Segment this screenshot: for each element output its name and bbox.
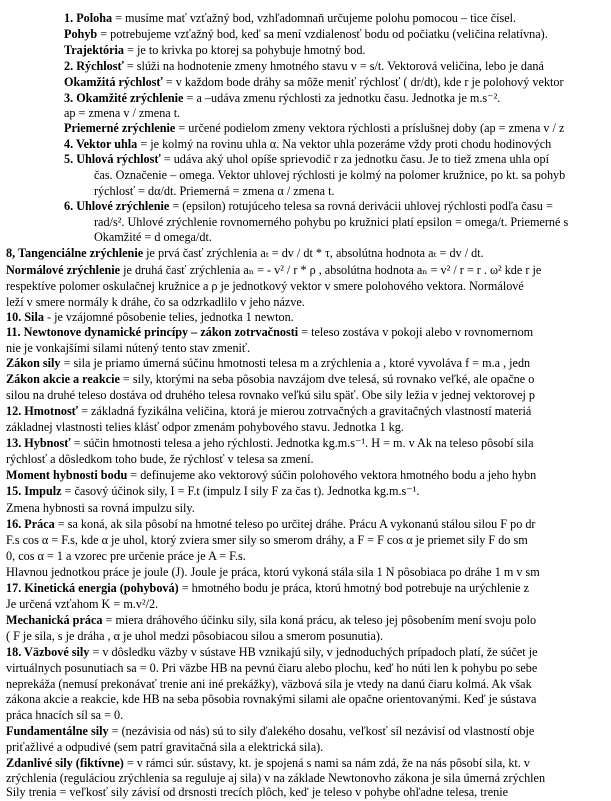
document-line <box>64 137 551 153</box>
line-lead: Mechanická práca <box>6 613 103 627</box>
line-text: = je to krivka po ktorej sa pohybuje hmotný bod. <box>124 43 366 57</box>
document-line <box>6 325 533 341</box>
document-line <box>64 199 553 215</box>
document-line <box>6 613 536 629</box>
document-line <box>6 341 250 357</box>
line-text: Okamžité = d omega/dt. <box>94 230 212 244</box>
line-text: práca hnacích síl sa = 0. <box>6 708 124 722</box>
line-lead: 16. Práca <box>6 517 55 531</box>
line-text: = je kolmý na rovinu uhla α. Na vektor uhla pozeráme vždy proti chodu hodinových <box>137 137 552 151</box>
line-text: = a –udáva zmenu rýchlosti za jednotku času. Jednotka je m.s⁻². <box>183 91 501 105</box>
line-lead: 1. Poloha <box>64 11 113 25</box>
line-lead: 13. Hybnosť <box>6 436 71 450</box>
document-line <box>6 372 534 388</box>
line-text: Hlavnou jednotkou práce je joule (J). Joule je práca, ktorú vykoná stála sila 1 N pôsobiaca po dráhe 1 m v sm <box>6 565 540 579</box>
line-text: = (nezávisia od nás) sú to sily ďalekého dosahu, veľkosť síl nezávisí od vlastností obje <box>108 724 535 738</box>
line-lead: Priemerné zrýchlenie <box>64 121 176 135</box>
line-lead: Okamžitá rýchlosť <box>64 75 163 89</box>
line-text: čas. Označenie – omega. Vektor uhlovej rýchlosti je kolmý na polomer kružnice, po kt. sa pohyb <box>94 168 566 182</box>
line-lead: 6. Uhlové zrýchlenie <box>64 199 170 213</box>
line-text: nie je vonkajšími silami nútený tento stav zmeniť. <box>6 341 251 355</box>
document-line <box>64 11 516 27</box>
line-lead: Trajektória <box>64 43 125 57</box>
document-line <box>6 785 508 801</box>
line-text: silou na druhé teleso dostáva od druhého telesa rovnako veľkú silu späť. Obe sily ležia v jednej vektorovej p <box>6 388 536 402</box>
document-line <box>6 629 383 645</box>
document-line <box>6 404 531 420</box>
line-text: leží v smere normály k dráhe, čo sa odzrkadlilo v jeho názve. <box>6 295 305 309</box>
line-text: zákona akcie a reakcie, kde HB na seba pôsobia rovnakými silami ale opačne orientovanými. Keď je sústava <box>6 692 537 706</box>
line-text: = potrebujeme vzťažný bod, keď sa mení vzdialenosť bodu od počiatku (veličina relatívna). <box>97 27 548 41</box>
document-line <box>64 91 500 107</box>
line-lead: 8, Tangenciálne zrýchlenie <box>6 246 144 260</box>
line-text: základnej vlastnosti telies klásť odpor zmenám pohybového stavu. Jednotka 1 kg. <box>6 420 404 434</box>
document-line <box>6 501 195 517</box>
line-lead: 15. Impulz <box>6 484 62 498</box>
line-text: F.s cos α = F.s, kde α je uhol, ktorý zviera smer sily so smerom dráhy, a F = F cos α je priemet sily F do sm <box>6 533 528 547</box>
line-text: = slúži na hodnotenie zmeny hmotného stavu v = s/t. Vektorová veličina, lebo je daná <box>123 59 544 73</box>
document-line <box>94 215 568 231</box>
line-text: = definujeme ako vektorový súčin polohového vektora hmotného bodu a jeho hybn <box>127 468 537 482</box>
line-text: = základná fyzikálna veličina, ktorá je mierou zotrvačných a gravitačných vlastností materiá <box>78 404 532 418</box>
line-lead: 17. Kinetická energia (pohybová) <box>6 581 179 595</box>
document-line <box>94 230 212 246</box>
document-line <box>6 661 537 677</box>
document-line <box>6 708 123 724</box>
document-line <box>6 436 533 452</box>
line-text: = (epsilon) rotujúceho telesa sa rovná derivácii uhlovej rýchlosti podľa času = <box>169 199 553 213</box>
document-line <box>6 295 305 311</box>
document-line <box>6 756 530 772</box>
line-text: rýchlosť a dôsledkom toho bude, že rýchlosť v telesa sa zmení. <box>6 452 314 466</box>
line-text: Sily trenia = veľkosť sily závisí od drsnosti trecích plôch, keď je teleso v pohybe ohľadne telesa, trenie <box>6 785 509 799</box>
line-text: neprekáža (nemusí prekonávať trenie ani iné prekážky), väzbová sila je vtedy na danú čiaru kolmá. Ak však <box>6 677 532 691</box>
document-line <box>6 692 536 708</box>
document-line <box>6 468 536 484</box>
document-line <box>6 310 294 326</box>
line-text: - je vzájomné pôsobenie telies, jednotka 1 newton. <box>43 310 294 324</box>
document-line <box>6 677 532 693</box>
document-line <box>6 724 534 740</box>
line-lead: 10. Sila <box>6 310 44 324</box>
line-text: ap = zmena v / zmena t. <box>64 106 181 120</box>
document-line <box>6 484 419 500</box>
line-lead: Moment hybnosti bodu <box>6 468 128 482</box>
line-text: rýchlosť = dα/dt. Priemerná = zmena α / zmena t. <box>94 184 335 198</box>
line-text: = časový účinok sily, I = F.t (impulz I sily F za čas t). Jednotka kg.m.s⁻¹. <box>61 484 420 498</box>
document-line <box>6 740 323 756</box>
document-line <box>6 597 158 613</box>
line-lead: Fundamentálne sily <box>6 724 109 738</box>
line-lead: 18. Väzbové sily <box>6 645 90 659</box>
line-lead: Zákon sily <box>6 356 61 370</box>
line-text: = teleso zostáva v pokoji alebo v rovnomernom <box>298 325 534 339</box>
document-line <box>6 645 538 661</box>
line-text: je prvá časť zrýchlenia aₜ = dv / dt * τ, absolútna hodnota aₜ = dv / dt. <box>143 246 484 260</box>
line-lead: 5. Uhlová rýchlosť <box>64 152 161 166</box>
line-text: 0, cos α = 1 a vzorec pre určenie práce je A = F.s. <box>6 549 246 563</box>
document-line <box>64 43 365 59</box>
line-lead: 4. Vektor uhla <box>64 137 138 151</box>
document-line <box>6 388 535 404</box>
document-line <box>6 581 529 597</box>
line-text: = sila je priamo úmerná súčinu hmotnosti telesa m a zrýchlenia a , ktoré vyvoláva f = m.a , jedn <box>60 356 531 370</box>
line-text: = súčin hmotnosti telesa a jeho rýchlosti. Jednotka kg.m.s⁻¹. H = m. v Ak na teleso pôsobí sila <box>70 436 534 450</box>
line-text: zrýchlenia (reguláciou zrýchlenia sa reguluje aj sila) v na základe Newtonovho zákona je sila úmerná zrýchlen <box>6 771 546 785</box>
document-line <box>6 356 530 372</box>
line-lead: 11. Newtonove dynamické princípy – zákon zotrvačnosti <box>6 325 299 339</box>
document-line <box>6 533 528 549</box>
document-line <box>94 184 335 200</box>
document-line <box>6 565 540 581</box>
line-lead: Zákon akcie a reakcie <box>6 372 120 386</box>
line-text: = v dôsledku väzby v sústave HB vznikajú sily, v jednoduchých prípadoch platí, že súčet je <box>89 645 538 659</box>
line-text: priťažlivé a odpudivé (sem patrí gravitačná sila a elektrická sila). <box>6 740 324 754</box>
document-line <box>64 75 564 91</box>
line-text: = sily, ktorými na seba pôsobia navzájom dve telesá, sú rovnako veľké, ale opačne o <box>119 372 535 386</box>
line-text: = hmotného bodu je práca, ktorú hmotný bod potrebuje na urýchlenie z <box>178 581 530 595</box>
document-line <box>6 263 541 279</box>
line-lead: Normálové zrýchlenie <box>6 263 121 277</box>
line-text: = miera dráhového účinku sily, sila koná prácu, ak teleso jej pôsobením mení svoju polo <box>102 613 537 627</box>
document-line <box>6 452 314 468</box>
document-line <box>64 121 564 137</box>
line-text: = sa koná, ak sila pôsobí na hmotné teleso po určitej dráhe. Prácu A vykonanú stálou silou F po dr <box>54 517 536 531</box>
document-line <box>6 517 536 533</box>
document-line <box>64 106 180 122</box>
line-text: Je určená vzťahom K = m.v²/2. <box>6 597 159 611</box>
line-text: ( F je sila, s je dráha , α je uhol medzi pôsobiacou silou a smerom posunutia). <box>6 629 384 643</box>
document-line <box>6 420 404 436</box>
document-line <box>64 152 549 168</box>
line-lead: 2. Rýchlosť <box>64 59 124 73</box>
line-lead: Zdanlivé sily (fiktívne) <box>6 756 124 770</box>
line-lead: 3. Okamžité zrýchlenie <box>64 91 184 105</box>
document-line <box>6 246 484 262</box>
line-text: = udáva aký uhol opíše sprievodič r za jednotku času. Je to tiež zmena uhla opí <box>160 152 550 166</box>
line-text: = musíme mať vzťažný bod, vzhľadomnaň určujeme polohu pomocou – tice čísel. <box>112 11 517 25</box>
document-line <box>94 168 565 184</box>
line-text: respektíve polomer oskulačnej kružnice a ρ je jednotkový vektor v smere polohového vektora. Normálové <box>6 279 524 293</box>
line-text: Zmena hybnosti sa rovná impulzu sily. <box>6 501 195 515</box>
document-line <box>6 279 524 295</box>
line-text: rad/s². Uhlové zrýchlenie rovnomerného pohybu po kružnici platí epsilon = omega/t. Priemerné s <box>94 215 569 229</box>
line-text: je druhá časť zrýchlenia aₙ = - v² / r * ρ , absolútna hodnota aₙ = v² / r = r . ω² kde r je <box>120 263 542 277</box>
line-text: = v rámci súr. sústavy, kt. je spojená s nami sa nám zdá, že na nás pôsobí sila, kt. v <box>123 756 530 770</box>
document-line <box>6 549 246 565</box>
line-text: = určené podielom zmeny vektora rýchlosti a príslušnej doby (ap = zmena v / z <box>175 121 565 135</box>
line-lead: 12. Hmotnosť <box>6 404 79 418</box>
document-line <box>64 59 544 75</box>
document-line <box>64 27 548 43</box>
line-text: = v každom bode dráhy sa môže meniť rýchlosť ( dr/dt), kde r je polohový vektor <box>162 75 564 89</box>
line-text: virtuálnych posunutiach sa = 0. Pri väzbe HB na pevnú čiaru alebo plochu, keď ho núti len k pohybu po sebe <box>6 661 538 675</box>
line-lead: Pohyb <box>64 27 98 41</box>
